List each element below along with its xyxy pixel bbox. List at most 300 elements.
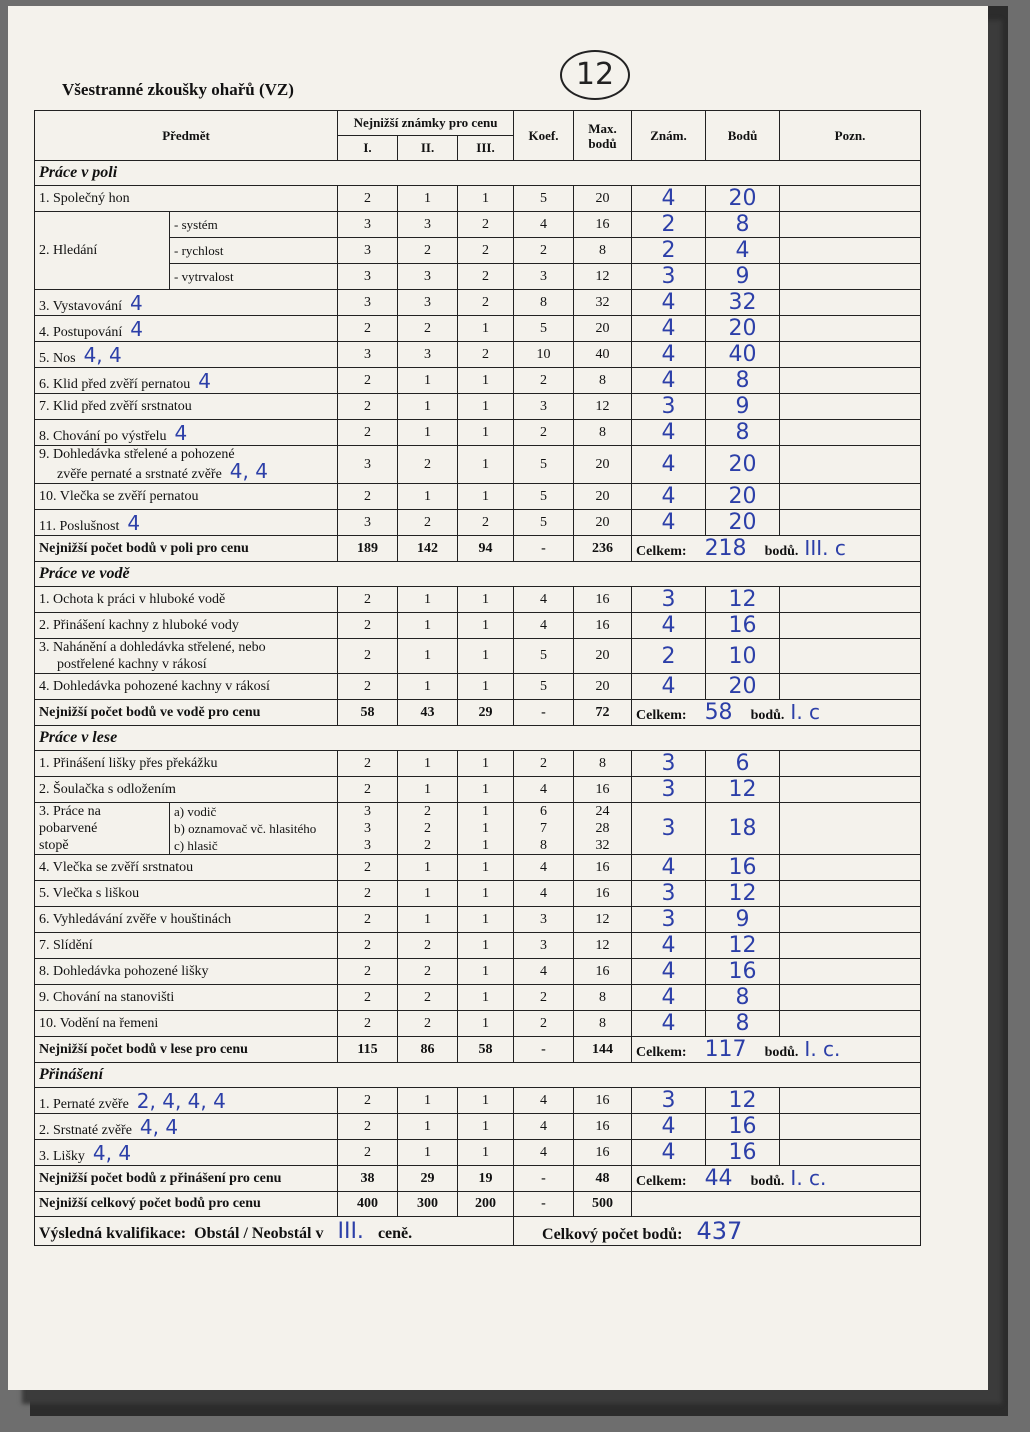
sum-value-p1: 115 bbox=[338, 1037, 398, 1063]
value-cell-p1: 2 bbox=[338, 959, 398, 985]
sum-value-k: - bbox=[514, 700, 574, 726]
note-cell bbox=[780, 1140, 921, 1166]
row-label bbox=[35, 613, 338, 639]
row-label bbox=[35, 587, 338, 613]
value-cell-p2: 3 bbox=[398, 290, 458, 316]
handwritten-points: 16 bbox=[706, 855, 780, 881]
note-cell bbox=[780, 674, 921, 700]
sum-label: Nejnižší počet bodů ve vodě pro cenu bbox=[35, 700, 338, 726]
sum-label: Nejnižší počet bodů z přinášení pro cenu bbox=[35, 1166, 338, 1192]
value-cell-p2: 1 bbox=[398, 639, 458, 674]
value: 2 bbox=[424, 838, 432, 853]
row-sub-label: - vytrvalost bbox=[170, 264, 338, 290]
value-cell-p3: 2 bbox=[458, 510, 514, 536]
header-prize-3: III. bbox=[458, 136, 514, 161]
value-cell-max: 12 bbox=[574, 394, 632, 420]
value-cell-p2: 2 bbox=[398, 238, 458, 264]
value-cell-max: 16 bbox=[574, 1114, 632, 1140]
value-cell-k: 4 bbox=[514, 587, 574, 613]
value-cell-p1: 2 bbox=[338, 186, 398, 212]
handwritten-mark: 3 bbox=[632, 394, 706, 420]
value-cell-max: 20 bbox=[574, 674, 632, 700]
bodu-label: bodů. bbox=[750, 708, 785, 723]
row-sub-line: c) hlasič bbox=[174, 838, 218, 853]
table-row bbox=[35, 777, 921, 803]
value: 3 bbox=[364, 821, 372, 836]
value-cell-k: 4 bbox=[514, 777, 574, 803]
row-label-text: 2. Přinášení kachny z hluboké vody bbox=[39, 617, 239, 633]
handwritten-mark: 4 bbox=[632, 186, 706, 212]
note-cell bbox=[780, 933, 921, 959]
bodu-label: bodů. bbox=[764, 1045, 799, 1060]
value-cell-p3: 1 bbox=[458, 446, 514, 484]
value-cell-p1: 2 bbox=[338, 881, 398, 907]
row-label-text: 5. Nos bbox=[39, 350, 76, 366]
row-label bbox=[35, 368, 338, 394]
handwritten-total: 58 bbox=[704, 700, 733, 725]
sum-value-p1: 58 bbox=[338, 700, 398, 726]
value-cell-k: 5 bbox=[514, 484, 574, 510]
value: 3 bbox=[364, 804, 372, 819]
handwritten-mark: 2 bbox=[632, 212, 706, 238]
value-cell-max: 8 bbox=[574, 751, 632, 777]
section-header-row bbox=[35, 562, 921, 587]
value-cell-max: 8 bbox=[574, 985, 632, 1011]
handwritten-points: 8 bbox=[706, 368, 780, 394]
handwritten-mark: 2 bbox=[632, 639, 706, 674]
handwritten-points: 20 bbox=[706, 316, 780, 342]
note-cell bbox=[780, 446, 921, 484]
table-row bbox=[35, 613, 921, 639]
handwritten-marks: 4 bbox=[174, 420, 188, 445]
value-cell-p3: 2 bbox=[458, 264, 514, 290]
value-cell-p3: 1 bbox=[458, 933, 514, 959]
header-note: Pozn. bbox=[780, 111, 921, 161]
sum-total-cell bbox=[632, 536, 921, 562]
table-row bbox=[35, 368, 921, 394]
note-cell bbox=[780, 1088, 921, 1114]
value-cell-p2: 1 bbox=[398, 1114, 458, 1140]
value-cell-max bbox=[574, 803, 632, 855]
value-cell-p1: 2 bbox=[338, 933, 398, 959]
header-subject: Předmět bbox=[35, 111, 338, 161]
final-qualification-row bbox=[35, 1217, 921, 1246]
celkem-label: Celkem: bbox=[636, 1045, 687, 1060]
handwritten-mark: 4 bbox=[632, 1114, 706, 1140]
celkem-label: Celkem: bbox=[636, 708, 687, 723]
note-cell bbox=[780, 394, 921, 420]
row-label bbox=[35, 1011, 338, 1037]
value-cell-max: 20 bbox=[574, 186, 632, 212]
table-row bbox=[35, 933, 921, 959]
row-label bbox=[35, 933, 338, 959]
header-mark: Znám. bbox=[632, 111, 706, 161]
overall-min-row bbox=[35, 1192, 921, 1217]
value-cell-max: 8 bbox=[574, 420, 632, 446]
final-qualification bbox=[35, 1217, 514, 1246]
row-label-text: 3. Vystavování bbox=[39, 298, 122, 314]
handwritten-mark: 3 bbox=[632, 881, 706, 907]
value-cell-p3: 1 bbox=[458, 777, 514, 803]
table-row bbox=[35, 394, 921, 420]
row-label-text: 2. Srstnaté zvěře bbox=[39, 1122, 132, 1138]
row-label-text: 10. Vlečka se zvěří pernatou bbox=[39, 488, 199, 504]
row-label-text: 1. Pernaté zvěře bbox=[39, 1096, 129, 1112]
header-min-marks: Nejnižší známky pro cenu bbox=[338, 111, 514, 136]
value-cell-p1: 2 bbox=[338, 777, 398, 803]
value-cell-p3: 1 bbox=[458, 674, 514, 700]
row-label-text: 6. Klid před zvěří pernatou bbox=[39, 376, 191, 392]
value-cell-k: 2 bbox=[514, 751, 574, 777]
value-cell-k: 4 bbox=[514, 212, 574, 238]
value: 1 bbox=[482, 804, 490, 819]
value-cell-k: 2 bbox=[514, 420, 574, 446]
note-cell bbox=[780, 881, 921, 907]
value-cell-p2: 2 bbox=[398, 510, 458, 536]
row-label-text: 11. Poslušnost bbox=[39, 518, 120, 534]
value-cell-p1: 3 bbox=[338, 212, 398, 238]
note-cell bbox=[780, 238, 921, 264]
sheet-number: 12 bbox=[560, 50, 630, 100]
value-cell-p1: 3 bbox=[338, 264, 398, 290]
value-cell-p2: 2 bbox=[398, 1011, 458, 1037]
row-label-text: 3. Lišky bbox=[39, 1148, 85, 1164]
note-cell bbox=[780, 186, 921, 212]
table-row bbox=[35, 186, 921, 212]
overall-label: Nejnižší celkový počet bodů pro cenu bbox=[35, 1192, 338, 1217]
table-row bbox=[35, 881, 921, 907]
value-cell-p1: 2 bbox=[338, 613, 398, 639]
value-cell-p3: 1 bbox=[458, 484, 514, 510]
header-points: Bodů bbox=[706, 111, 780, 161]
row-label-text: 8. Dohledávka pohozené lišky bbox=[39, 963, 209, 979]
table-body bbox=[35, 161, 921, 1246]
value-cell-p2: 1 bbox=[398, 777, 458, 803]
value-cell-p3: 1 bbox=[458, 186, 514, 212]
value: 2 bbox=[424, 804, 432, 819]
row-label bbox=[35, 777, 338, 803]
paper-shadow-bottom bbox=[30, 1390, 1008, 1416]
value-cell-k: 4 bbox=[514, 1088, 574, 1114]
sum-value-max: 236 bbox=[574, 536, 632, 562]
scoring-table bbox=[34, 110, 921, 1246]
handwritten-points: 12 bbox=[706, 777, 780, 803]
row-label-line: pobarvené bbox=[39, 821, 98, 836]
value-cell-p3 bbox=[458, 803, 514, 855]
sum-value-p3: 29 bbox=[458, 700, 514, 726]
handwritten-points: 12 bbox=[706, 1088, 780, 1114]
handwritten-points: 9 bbox=[706, 907, 780, 933]
handwritten-points: 16 bbox=[706, 959, 780, 985]
table-row bbox=[35, 342, 921, 368]
value: 6 bbox=[540, 804, 548, 819]
handwritten-mark: 4 bbox=[632, 316, 706, 342]
value-cell-k: 3 bbox=[514, 907, 574, 933]
handwritten-mark: 4 bbox=[632, 855, 706, 881]
note-cell bbox=[780, 907, 921, 933]
sum-label: Nejnižší počet bodů v lese pro cenu bbox=[35, 1037, 338, 1063]
section-sum-row bbox=[35, 1037, 921, 1063]
section-title: Práce ve vodě bbox=[35, 562, 921, 587]
value-cell-p1: 2 bbox=[338, 751, 398, 777]
handwritten-mark: 3 bbox=[632, 751, 706, 777]
handwritten-mark: 3 bbox=[632, 907, 706, 933]
handwritten-points: 20 bbox=[706, 484, 780, 510]
value-cell-max: 16 bbox=[574, 1140, 632, 1166]
value-cell-p3: 1 bbox=[458, 639, 514, 674]
row-label-line: 3. Práce na bbox=[39, 804, 101, 819]
row-label bbox=[35, 1140, 338, 1166]
value-cell-p3: 2 bbox=[458, 212, 514, 238]
value-cell-p2: 1 bbox=[398, 881, 458, 907]
value-cell-p3: 1 bbox=[458, 855, 514, 881]
value-cell-p1: 2 bbox=[338, 855, 398, 881]
value-cell-p3: 2 bbox=[458, 342, 514, 368]
value-cell-k: 5 bbox=[514, 674, 574, 700]
handwritten-marks: 4 bbox=[129, 290, 143, 315]
section-sum-row bbox=[35, 700, 921, 726]
row-label bbox=[35, 855, 338, 881]
row-label-text: postřelené kachny v rákosí bbox=[57, 657, 207, 672]
value-cell-k: 3 bbox=[514, 933, 574, 959]
sum-label: Nejnižší počet bodů v poli pro cenu bbox=[35, 536, 338, 562]
value-cell-k: 4 bbox=[514, 881, 574, 907]
row-label bbox=[35, 186, 338, 212]
value-cell-max: 12 bbox=[574, 264, 632, 290]
value-cell-max: 20 bbox=[574, 446, 632, 484]
table-row bbox=[35, 446, 921, 484]
value-cell-p2: 2 bbox=[398, 959, 458, 985]
sum-value-max: 144 bbox=[574, 1037, 632, 1063]
note-cell bbox=[780, 803, 921, 855]
value-cell-p1: 2 bbox=[338, 985, 398, 1011]
value-cell-max: 16 bbox=[574, 959, 632, 985]
handwritten-points: 40 bbox=[706, 342, 780, 368]
value-cell-k: 5 bbox=[514, 316, 574, 342]
note-cell bbox=[780, 751, 921, 777]
handwritten-mark: 3 bbox=[632, 1088, 706, 1114]
row-label bbox=[35, 959, 338, 985]
row-label-text: 8. Chování po výstřelu bbox=[39, 428, 167, 444]
value-cell-p1: 2 bbox=[338, 1140, 398, 1166]
value-cell-p1 bbox=[338, 803, 398, 855]
handwritten-mark: 3 bbox=[632, 587, 706, 613]
bodu-label: bodů. bbox=[764, 544, 799, 559]
overall-value-p1: 400 bbox=[338, 1192, 398, 1217]
row-label-text: 1. Přinášení lišky přes překážku bbox=[39, 755, 218, 771]
document-title: Všestranné zkoušky ohařů (VZ) bbox=[62, 80, 294, 99]
header-max-points: Max. bodů bbox=[574, 111, 632, 161]
row-label-text: 4. Dohledávka pohozené kachny v rákosí bbox=[39, 678, 270, 694]
row-label-text: 9. Dohledávka střelené a pohozené bbox=[39, 447, 235, 462]
row-label bbox=[35, 290, 338, 316]
row-label-text: 4. Postupování bbox=[39, 324, 123, 340]
row-label bbox=[35, 394, 338, 420]
value-cell-p1: 3 bbox=[338, 238, 398, 264]
handwritten-mark: 4 bbox=[632, 342, 706, 368]
value-cell-p1: 2 bbox=[338, 1088, 398, 1114]
handwritten-total: 44 bbox=[704, 1166, 733, 1191]
row-label bbox=[35, 484, 338, 510]
value-cell-max: 12 bbox=[574, 933, 632, 959]
row-sub-label: - systém bbox=[170, 212, 338, 238]
value-cell-p3: 1 bbox=[458, 985, 514, 1011]
handwritten-final-prize: III. bbox=[337, 1218, 364, 1244]
final-options: Obstál / Neobstál v bbox=[194, 1224, 324, 1242]
row-label bbox=[35, 1114, 338, 1140]
value-cell-p3: 1 bbox=[458, 959, 514, 985]
value-cell-p3: 1 bbox=[458, 394, 514, 420]
handwritten-points: 20 bbox=[706, 674, 780, 700]
handwritten-points: 6 bbox=[706, 751, 780, 777]
note-cell bbox=[780, 316, 921, 342]
value-cell-k: 5 bbox=[514, 186, 574, 212]
value-cell-p3: 2 bbox=[458, 290, 514, 316]
sum-value-k: - bbox=[514, 1166, 574, 1192]
total-label: Celkový počet bodů: bbox=[542, 1226, 683, 1243]
note-cell bbox=[780, 264, 921, 290]
value-cell-p2: 1 bbox=[398, 751, 458, 777]
note-cell bbox=[780, 368, 921, 394]
value-cell-max: 32 bbox=[574, 290, 632, 316]
row-label bbox=[35, 881, 338, 907]
value-cell-p1: 2 bbox=[338, 587, 398, 613]
handwritten-points: 20 bbox=[706, 186, 780, 212]
value-cell-k: 3 bbox=[514, 264, 574, 290]
value: 8 bbox=[540, 838, 548, 853]
value-cell-max: 20 bbox=[574, 510, 632, 536]
value-cell-k: 8 bbox=[514, 290, 574, 316]
row-label-text: zvěře pernaté a srstnaté zvěře bbox=[57, 467, 222, 482]
value-cell-max: 12 bbox=[574, 907, 632, 933]
row-label-text: 5. Vlečka s liškou bbox=[39, 885, 140, 901]
sum-value-max: 48 bbox=[574, 1166, 632, 1192]
value-cell-p3: 1 bbox=[458, 907, 514, 933]
value-cell-max: 16 bbox=[574, 613, 632, 639]
handwritten-total: 117 bbox=[704, 1037, 747, 1062]
note-cell bbox=[780, 484, 921, 510]
row-label bbox=[35, 803, 170, 855]
table-row bbox=[35, 212, 921, 238]
handwritten-marks: 4 bbox=[198, 368, 211, 393]
header-coef: Koef. bbox=[514, 111, 574, 161]
handwritten-prize: I. c. bbox=[790, 1166, 827, 1190]
value-cell-k: 10 bbox=[514, 342, 574, 368]
value-cell-max: 20 bbox=[574, 639, 632, 674]
value-cell-p1: 3 bbox=[338, 446, 398, 484]
handwritten-points: 8 bbox=[706, 985, 780, 1011]
handwritten-mark: 4 bbox=[632, 674, 706, 700]
handwritten-mark: 4 bbox=[632, 446, 706, 484]
value-cell-p1: 2 bbox=[338, 674, 398, 700]
value-cell-k: 4 bbox=[514, 613, 574, 639]
section-sum-row bbox=[35, 1166, 921, 1192]
row-label-text: 7. Klid před zvěří srstnatou bbox=[39, 398, 192, 414]
handwritten-points: 8 bbox=[706, 1011, 780, 1037]
value-cell-max: 8 bbox=[574, 368, 632, 394]
table-row bbox=[35, 510, 921, 536]
row-label-text: 1. Společný hon bbox=[39, 190, 130, 206]
value-cell-k: 3 bbox=[514, 394, 574, 420]
note-cell bbox=[780, 613, 921, 639]
value-cell-p3: 1 bbox=[458, 751, 514, 777]
handwritten-points: 18 bbox=[706, 803, 780, 855]
handwritten-mark: 3 bbox=[632, 803, 706, 855]
note-cell bbox=[780, 1114, 921, 1140]
value-cell-p2: 1 bbox=[398, 907, 458, 933]
paper-shadow-right bbox=[988, 6, 1008, 1416]
celkem-label: Celkem: bbox=[636, 544, 687, 559]
sum-total-cell bbox=[632, 1037, 921, 1063]
row-label-text: 1. Ochota k práci v hluboké vodě bbox=[39, 591, 226, 607]
sum-value-p1: 189 bbox=[338, 536, 398, 562]
overall-value-max: 500 bbox=[574, 1192, 632, 1217]
row-sub-line: a) vodič bbox=[174, 804, 217, 819]
value-cell-p1: 2 bbox=[338, 394, 398, 420]
value-cell-p1: 3 bbox=[338, 510, 398, 536]
table-row bbox=[35, 484, 921, 510]
handwritten-marks: 4, 4 bbox=[83, 342, 122, 367]
value-cell-max: 40 bbox=[574, 342, 632, 368]
row-label-line: stopě bbox=[39, 838, 69, 853]
row-sub-line: b) oznamovač vč. hlasitého bbox=[174, 821, 317, 836]
section-header-row bbox=[35, 1063, 921, 1088]
value-cell-k: 4 bbox=[514, 1140, 574, 1166]
celkem-label: Celkem: bbox=[636, 1174, 687, 1189]
value-cell-max: 20 bbox=[574, 316, 632, 342]
value-cell-k: 4 bbox=[514, 1114, 574, 1140]
section-title: Práce v lese bbox=[35, 726, 921, 751]
overall-value-p3: 200 bbox=[458, 1192, 514, 1217]
value-cell-p1: 2 bbox=[338, 639, 398, 674]
value-cell-k: 2 bbox=[514, 368, 574, 394]
value-cell-k bbox=[514, 803, 574, 855]
handwritten-mark: 4 bbox=[632, 985, 706, 1011]
section-title: Přinášení bbox=[35, 1063, 921, 1088]
value-cell-p1: 3 bbox=[338, 290, 398, 316]
sum-value-k: - bbox=[514, 1037, 574, 1063]
handwritten-prize: I. c bbox=[790, 700, 821, 724]
handwritten-mark: 4 bbox=[632, 613, 706, 639]
final-total bbox=[514, 1217, 921, 1246]
row-label bbox=[35, 316, 338, 342]
row-label bbox=[35, 751, 338, 777]
handwritten-points: 12 bbox=[706, 933, 780, 959]
value-cell-p2: 1 bbox=[398, 674, 458, 700]
value-cell-p2: 1 bbox=[398, 855, 458, 881]
handwritten-marks: 4, 4 bbox=[139, 1114, 179, 1139]
handwritten-mark: 4 bbox=[632, 1140, 706, 1166]
handwritten-grand-total: 437 bbox=[696, 1217, 743, 1245]
value-cell-p1: 2 bbox=[338, 484, 398, 510]
handwritten-mark: 4 bbox=[632, 933, 706, 959]
overall-empty bbox=[632, 1192, 921, 1217]
handwritten-points: 9 bbox=[706, 264, 780, 290]
value-cell-p2: 1 bbox=[398, 1088, 458, 1114]
table-row bbox=[35, 420, 921, 446]
table-row bbox=[35, 803, 921, 855]
value-cell-p3: 1 bbox=[458, 316, 514, 342]
table-row bbox=[35, 855, 921, 881]
handwritten-points: 20 bbox=[706, 446, 780, 484]
value-cell-p2: 3 bbox=[398, 212, 458, 238]
row-label bbox=[35, 1088, 338, 1114]
value: 32 bbox=[595, 838, 610, 853]
value-cell-max: 16 bbox=[574, 777, 632, 803]
sum-value-max: 72 bbox=[574, 700, 632, 726]
value-cell-p1: 2 bbox=[338, 316, 398, 342]
sum-value-p3: 19 bbox=[458, 1166, 514, 1192]
